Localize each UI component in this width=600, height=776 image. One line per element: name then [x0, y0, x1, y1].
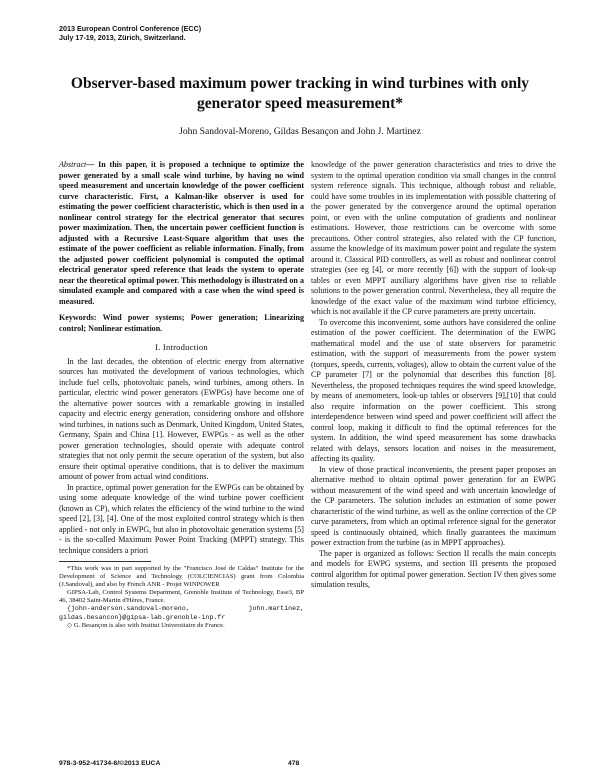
intro-paragraph-5: In view of those practical inconvenients, the present paper proposes an alternative method to obtain optimal power generation for an EWPG without measurement of the wind speed and with uncertain knowledge of the CP parameters. The solution includes an estimation of some power characteristic of the wind turbine, as well as the online correction of the CP curve parameters, from which an optimal reference signal for the generator speed is continuously obtained, which finally guarantees the maximum power extraction from the turbine (as in MPPT approaches).: [311, 464, 556, 547]
intro-paragraph-2: In practice, optimal power generation for the EWPGs can be obtained by using some adequate knowledge of the wind turbine power coefficient (known as CP), which relates the efficiency of the wind turbine to the wind speed [2], [3], [4]. One of the most exploited control strategy which is then applied - not only in EWPG, but also in photovoltaic generation systems [5] - is the so-called Maximum Power Point Tracking (MPPT) strategy. This technique considers a priori: [59, 482, 304, 555]
footer-page-number: 478: [288, 760, 300, 767]
paper-title: Observer-based maximum power tracking in wind turbines with only generator speed measurement*: [70, 75, 530, 112]
right-column: [311, 160, 556, 591]
abstract: [59, 160, 304, 307]
intro-paragraph-1: In the last decades, the obtention of electric energy from alternative sources has motivated the development of various technologies, which include fuel cells, photovoltaic panels, wind turbines, among others. In particular, electric wind power generators (EWPGs) have become one of the alternative power sources with a remarkable growing in installed capacity and electric energy generation, considering onshore and offshore wind turbines, in nations such as Denmark, United Kingdom, United States, Germany, Spain and China [1]. However, EWPGs - as well as the other power generation technologies, should operate with adequate control strategies that not only permit the secure operation of the system, but also ensure their optimal operative conditions, that is to deliver the maximum amount of power from actual wind conditions.: [59, 356, 304, 481]
footnote-affiliation: GIPSA-Lab, Control Systems Department, Grenoble Institute of Technology, Esse3, BP 46, 38402 Saint-Martin d'Hères, France.: [59, 589, 304, 605]
intro-paragraph-6: The paper is organized as follows: Section II recalls the main concepts and models for EWPG systems, and section III presents the proposed control algorithm for optimal power generation. Section IV then gives some simulation results,: [311, 548, 556, 589]
footnotes: [59, 565, 304, 630]
footer-isbn: 978-3-952-41734-8/©2013 EUCA: [59, 760, 161, 767]
intro-paragraph-4: To overcome this inconvenient, some authors have considered the online estimation of the power coefficient. The determination of the EWPG mathematical model and the use of state observers for parametric estimation, with the support of measurements from the power system (torques, speeds, currents, voltages), allow to obtain the current value of the CP parameter [7] or the polynomial that describes this function [8]. Nevertheless, the proposed techniques requires the wind speed knowledge, by means of anemometers, look-up tables or observers [9],[10] that could also require information on the power coefficient. This strong interdependence between wind speed and power coefficient will affect the control loop, making it difficult to find the optimal references for the system. In addition, the wind speed measurement has some drawbacks related with delays, sensors location and noises in the measurement, affecting its quality.: [311, 317, 556, 463]
conference-line-2: July 17-19, 2013, Zürich, Switzerland.: [59, 33, 186, 42]
footnote-besancon: ◇ G. Besançon is also with Institut Universitaire de France.: [67, 621, 225, 629]
conference-line-1: 2013 European Control Conference (ECC): [59, 24, 202, 33]
left-column: [59, 160, 304, 630]
conference-header: [59, 24, 201, 42]
section-heading-introduction: I. Introduction: [155, 342, 208, 352]
abstract-label: Abstract: [59, 160, 87, 169]
footnote-funding: *This work was in part supported by the "Francisco José de Caldas" Institute for the Development of Science and Technology (COLCIENCIAS) grant from Colombia (J.Sandoval), and also by French ANR - Projet WINPOWER: [59, 565, 304, 589]
keywords: Keywords: Wind power systems; Power generation; Linearizing control; Nonlinear estimation.: [59, 313, 304, 333]
paper-authors: John Sandoval-Moreno, Gildas Besançon and John J. Martinez: [179, 126, 421, 137]
footnote-divider: [59, 561, 151, 562]
footnote-emails[interactable]: {john-anderson.sandoval-moreno, john.martinez, gildas.besancon}@gipsa-lab.grenoble-inp.fr: [59, 605, 304, 621]
abstract-text: — In this paper, it is proposed a technique to optimize the power generated by a small scale wind turbine, by having no wind speed measurement and uncertain knowledge of the power coefficient curve characteristic. First, a Kalman-like observer is used for estimating the power coefficient characteristic, which is then used in a nonlinear control strategy for the electrical generator that secures power maximization. Then, the uncertain power coefficient function is adjusted with a Recursive Least-Square algorithm that uses the estimate of the power coefficient as reliable information. Finally, from the adjusted power coefficient polynomial is computed the optimal electrical generator speed reference that leads the system to operate near the theoretical optimal power. This methodology is illustrated on a simulated example and compared with a case when the wind speed is measured.: [59, 160, 304, 306]
intro-paragraph-3: knowledge of the power generation characteristics and tries to drive the system to the optimal operation condition via small changes in the control system reference signals. This technique, although robust and reliable, could have some troubles in its implementation with possible chattering of the power generated by the convergence around the optimal operation point, or even with the online computation of gradients and nonlinear estimations. However, those restrictions can be overcome with some precautions. Other control strategies, also related with the CP function, assume the knowledge of its maximum power point and regulate the system around it. Classical PID controllers, as well as robust and nonlinear control strategies (see eg [4], or more recently [6]) with the support of look-up tables or even MPPT auxiliary algorithms have given rise to reliable solutions to the power generation control. Nevertheless, they all require the knowledge of the exact value of the maximum wind turbine efficiency, which is not available if the CP curve parameters are pretty uncertain.: [311, 160, 556, 316]
